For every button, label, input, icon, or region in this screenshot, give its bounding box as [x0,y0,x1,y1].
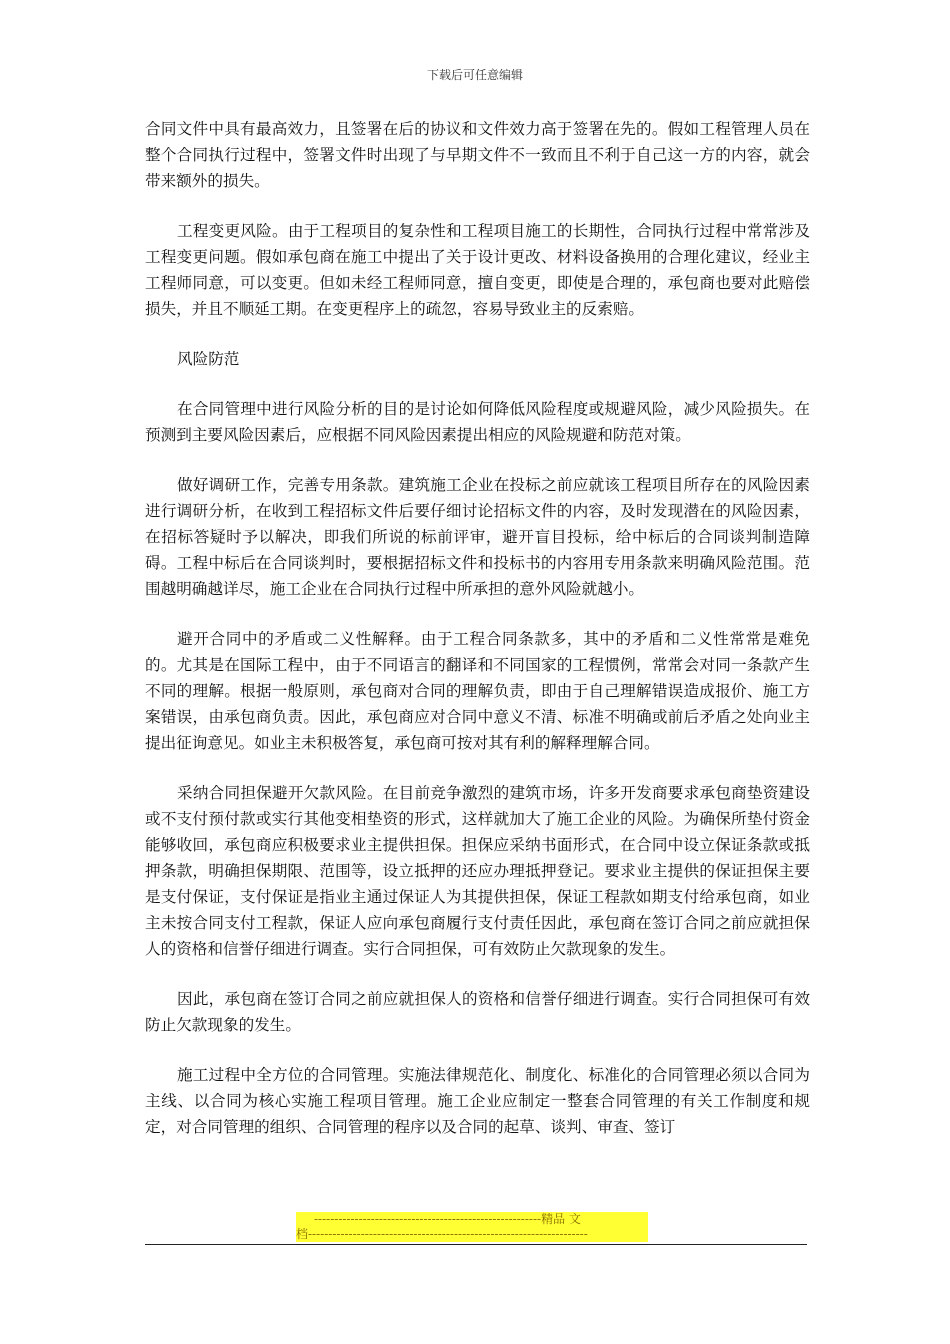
paragraph: 做好调研工作，完善专用条款。建筑施工企业在投标之前应就该工程项目所存在的风险因素进行调研分析，在收到工程招标文件后要仔细讨论招标文件的内容，及时发现潜在的风险因素，在招标答疑时予以解决，即我们所说的标前评审，避开盲目投标，给中标后的合同谈判制造障碍。工程中标后在合同谈判时，要根据招标文件和投标书的内容用专用条款来明确风险范围。范围越明确越详尽，施工企业在合同执行过程中所承担的意外风险就越小。 [145,476,810,598]
paragraph: 因此，承包商在签订合同之前应就担保人的资格和信誉仔细进行调查。实行合同担保可有效防止欠款现象的发生。 [145,990,810,1034]
paragraph: 工程变更风险。由于工程项目的复杂性和工程项目施工的长期性，合同执行过程中常常涉及工程变更问题。假如承包商在施工中提出了关于设计更改、材料设备换用的合理化建议，经业主工程师同意，可以变更。但如未经工程师同意，擅自变更，即使是合理的，承包商也要对此赔偿损失，并且不顺延工期。在变更程序上的疏忽，容易导致业主的反索赔。 [145,222,810,318]
footer-line-2: 档--------------------------------------------------------------------- [296,1227,588,1241]
paragraph: 施工过程中全方位的合同管理。实施法律规范化、制度化、标准化的合同管理必须以合同为主线、以合同为核心实施工程项目管理。施工企业应制定一整套合同管理的有关工作制度和规定，对合同管理的组织、合同管理的程序以及合同的起草、谈判、审查、签订 [145,1066,810,1136]
paragraph: 避开合同中的矛盾或二义性解释。由于工程合同条款多，其中的矛盾和二义性常常是难免的。尤其是在国际工程中，由于不同语言的翻译和不同国家的工程惯例，常常会对同一条款产生不同的理解。根据一般原则，承包商对合同的理解负责，即由于自己理解错误造成报价、施工方案错误，由承包商负责。因此，承包商应对合同中意义不清、标准不明确或前后矛盾之处向业主提出征询意见。如业主未积极答复，承包商可按对其有利的解释理解合同。 [145,630,810,752]
document-body [145,116,810,1164]
footer-line-1: --------------------------------------------------------精品 文 [314,1212,581,1226]
footer-divider [145,1244,807,1245]
paragraph: 采纳合同担保避开欠款风险。在目前竞争激烈的建筑市场，许多开发商要求承包商垫资建设或不支付预付款或实行其他变相垫资的形式，这样就加大了施工企业的风险。为确保所垫付资金能够收回，承包商应积极要求业主提供担保。担保应采纳书面形式，在合同中设立保证条款或抵押条款，明确担保期限、范围等，设立抵押的还应办理抵押登记。要求业主提供的保证担保主要是支付保证，支付保证是指业主通过保证人为其提供担保，保证工程款如期支付给承包商，如业主未按合同支付工程款，保证人应向承包商履行支付责任因此，承包商在签订合同之前应就担保人的资格和信誉仔细进行调查。实行合同担保，可有效防止欠款现象的发生。 [145,784,810,958]
page-header: 下载后可任意编辑 [426,68,523,82]
paragraph: 合同文件中具有最高效力，且签署在后的协议和文件效力高于签署在先的。假如工程管理人员在整个合同执行过程中，签署文件时出现了与早期文件不一致而且不利于自己这一方的内容，就会带来额外的损失。 [145,120,810,190]
paragraph: 在合同管理中进行风险分析的目的是讨论如何降低风险程度或规避风险，减少风险损失。在预测到主要风险因素后，应根据不同风险因素提出相应的风险规避和防范对策。 [145,400,810,444]
footer-watermark [296,1212,648,1242]
section-heading: 风险防范 [177,350,240,368]
